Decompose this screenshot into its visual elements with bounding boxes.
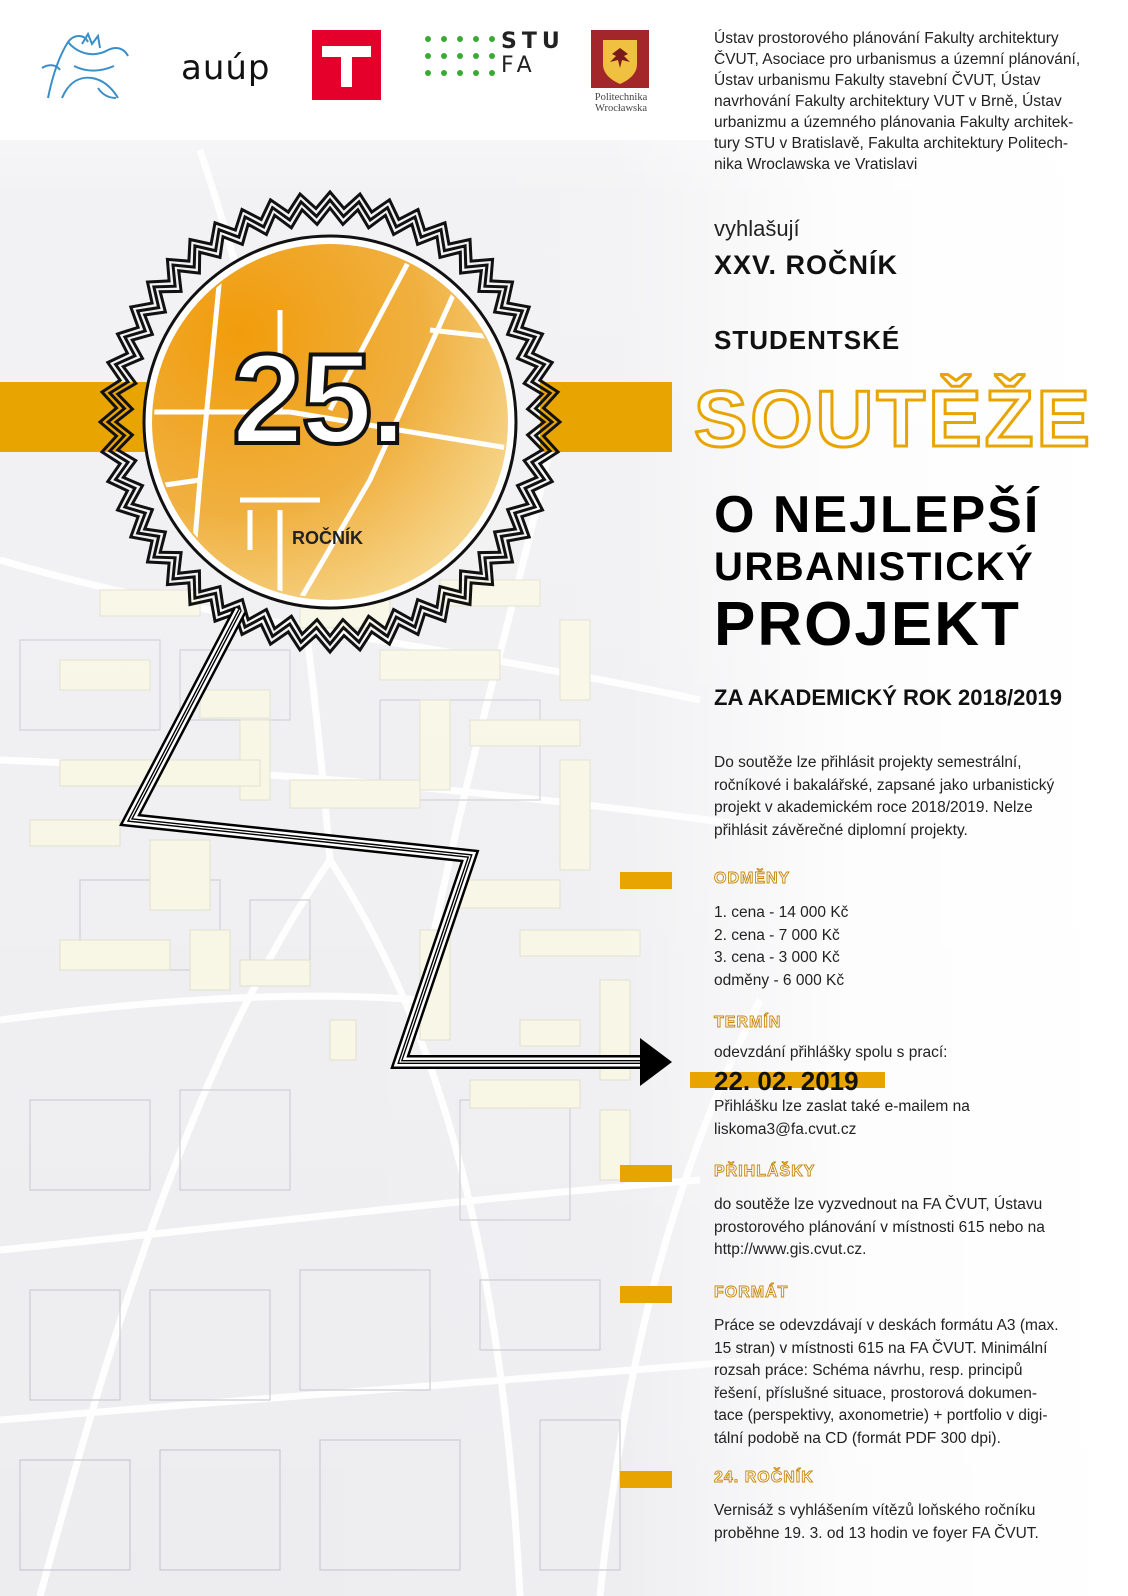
description-line: projekt v akademickém roce 2018/2019. Nelze bbox=[714, 799, 1033, 816]
format-line: Práce se odevzdávají v deskách formátu A3 (max. bbox=[714, 1317, 1059, 1334]
prihlasky-text bbox=[714, 1194, 1094, 1262]
intro-line: navrhování Fakulty architektury VUT v Brně, Ústav bbox=[714, 93, 1062, 110]
section-bar bbox=[620, 1165, 672, 1182]
description bbox=[714, 752, 1094, 842]
section-bar bbox=[620, 1471, 672, 1488]
rocnik24-line: proběhne 19. 3. od 13 hodin ve foyer FA ČVUT. bbox=[714, 1524, 1039, 1542]
intro-line: tury STU v Bratislavě, Fakulta architektury Politech- bbox=[714, 135, 1069, 152]
termin-note bbox=[714, 1096, 1094, 1141]
politechnika-line1: Politechnika bbox=[594, 92, 648, 103]
format-line: řešení, příslušné situace, prostorová dokumen- bbox=[714, 1384, 1038, 1402]
rocnik24-line: Vernisáž s vyhlášením vítězů loňského ročníku bbox=[714, 1502, 1036, 1519]
auup-logo: auúp bbox=[181, 48, 271, 88]
title-line2: URBANISTICKÝ bbox=[714, 545, 1035, 589]
format-line: 15 stran) v místnosti 615 na FA ČVUT. Minimální bbox=[714, 1339, 1048, 1357]
academic-year: ZA AKADEMICKÝ ROK 2018/2019 bbox=[714, 685, 1063, 710]
cvut-lion-logo bbox=[38, 28, 134, 104]
badge-label: ROČNÍK bbox=[292, 528, 363, 548]
organizers-intro bbox=[714, 28, 1114, 175]
intro-line: urbanizmu a územného plánovania Fakulty architek- bbox=[714, 114, 1074, 131]
stu-logo-text bbox=[501, 30, 565, 78]
announce-verb: vyhlašují bbox=[714, 216, 800, 241]
description-line: Do soutěže lze přihlásit projekty semestrální, bbox=[714, 754, 1022, 771]
studentske-heading: STUDENTSKÉ bbox=[714, 325, 901, 355]
prize-line: 3. cena - 3 000 Kč bbox=[714, 949, 840, 966]
odmeny-list bbox=[714, 902, 1094, 992]
description-line: přihlásit závěrečné diplomní projekty. bbox=[714, 821, 968, 839]
format-line: rozsah práce: Schéma návrhu, resp. principů bbox=[714, 1362, 1023, 1379]
prize-line: 2. cena - 7 000 Kč bbox=[714, 926, 840, 944]
email-link[interactable]: liskoma3@fa.cvut.cz bbox=[714, 1120, 857, 1138]
format-line: tace (perspektivy, axonometrie) + portfolio v digi- bbox=[714, 1407, 1048, 1424]
politechnika-crest-icon bbox=[591, 30, 649, 88]
section-bar bbox=[620, 1286, 672, 1303]
stu-line1: STU bbox=[501, 29, 565, 54]
vut-logo bbox=[312, 30, 381, 100]
intro-line: nika Wroclawska ve Vratislavi bbox=[714, 156, 918, 173]
title-line3: PROJEKT bbox=[714, 590, 1021, 659]
politechnika-line2: Wrocławska bbox=[594, 103, 648, 114]
prihlasky-title: PŘIHLÁŠKY bbox=[714, 1163, 816, 1180]
arrow-head bbox=[640, 1038, 672, 1086]
website-link[interactable]: http://www.gis.cvut.cz. bbox=[714, 1241, 867, 1258]
deadline-date: 22. 02. 2019 bbox=[714, 1066, 859, 1096]
format-title: FORMÁT bbox=[714, 1284, 789, 1301]
section-bar bbox=[620, 872, 672, 889]
termin-line: Přihlášku lze zaslat také e-mailem na bbox=[714, 1098, 970, 1115]
soutez-title: SOUTĚŽE bbox=[694, 374, 1093, 463]
description-line: ročníkové i bakalářské, zapsané jako urbanistický bbox=[714, 776, 1055, 794]
title-line1: O NEJLEPŠÍ bbox=[714, 486, 1041, 544]
rocnik24-text bbox=[714, 1500, 1114, 1545]
politechnika-logo-text bbox=[585, 92, 657, 114]
format-line: tální podobě na CD (formát PDF 300 dpi). bbox=[714, 1429, 1001, 1447]
intro-line: Ústav urbanismu Fakulty stavební ČVUT, Ústav bbox=[714, 72, 1041, 89]
edition-heading: XXV. ROČNÍK bbox=[714, 250, 899, 280]
intro-line: Ústav prostorového plánování Fakulty architektury bbox=[714, 30, 1059, 47]
stu-dots-icon bbox=[424, 34, 498, 80]
termin-intro: odevzdání přihlášky spolu s prací: bbox=[714, 1044, 948, 1061]
odmeny-title: ODMĚNY bbox=[714, 870, 791, 887]
prize-line: odměny - 6 000 Kč bbox=[714, 971, 845, 989]
intro-line: ČVUT, Asociace pro urbanismus a územní plánování, bbox=[714, 51, 1081, 68]
badge-number: 25. bbox=[232, 328, 404, 471]
stu-line2: FA bbox=[501, 53, 537, 78]
format-text bbox=[714, 1315, 1094, 1450]
prihlasky-line: do soutěže lze vyzvednout na FA ČVUT, Ústavu bbox=[714, 1196, 1043, 1213]
termin-title: TERMÍN bbox=[714, 1014, 782, 1031]
prize-line: 1. cena - 14 000 Kč bbox=[714, 904, 849, 921]
prihlasky-line: prostorového plánování v místnosti 615 nebo na bbox=[714, 1218, 1045, 1236]
rocnik24-title: 24. ROČNÍK bbox=[714, 1469, 814, 1486]
badge-arrow-graphic bbox=[0, 180, 700, 1110]
